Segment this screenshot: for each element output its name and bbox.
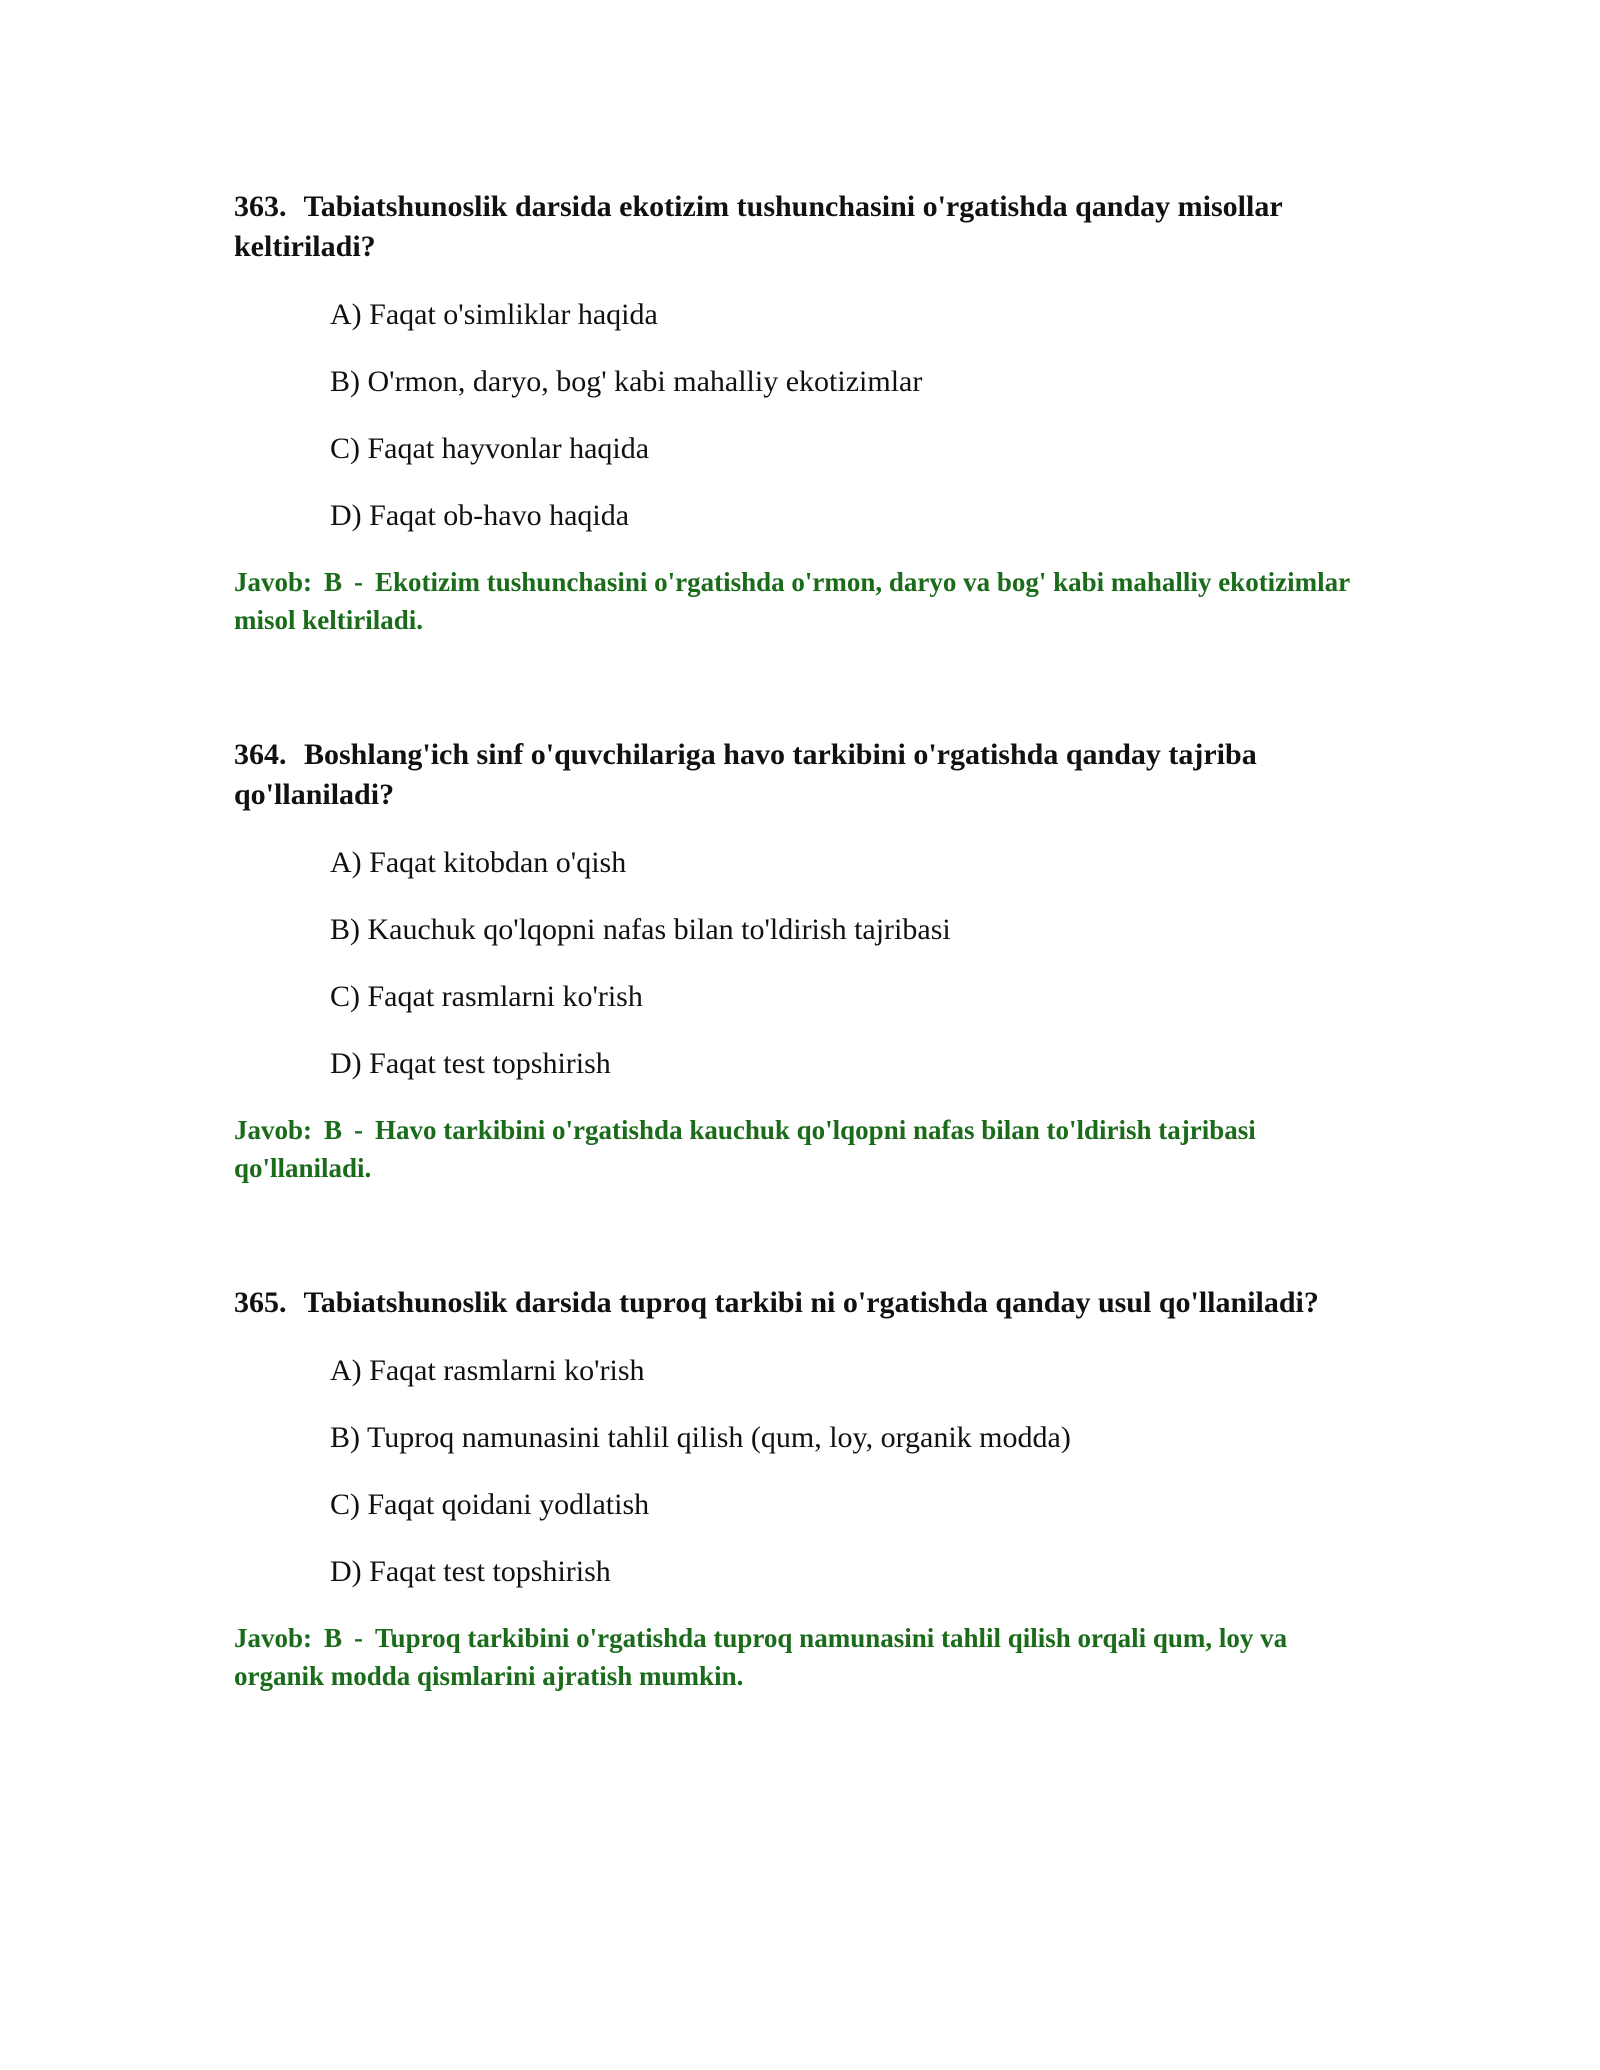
- answer-label: Javob:: [234, 567, 313, 597]
- answer-letter: B: [324, 1623, 343, 1653]
- answer-explanation: [234, 1619, 1364, 1695]
- option-d: D) Faqat test topshirish: [330, 1047, 611, 1080]
- answer-text: Ekotizim tushunchasini o'rgatishda o'rmon, daryo va bog' kabi mahalliy ekotizimlar misol keltiriladi.: [234, 567, 1350, 635]
- options-list: [330, 295, 1364, 563]
- question-text: Tabiatshunoslik darsida tuproq tarkibi ni o'rgatishda qanday usul qo'llaniladi?: [303, 1286, 1319, 1319]
- option-b: B) Tuproq namunasini tahlil qilish (qum, loy, organik modda): [330, 1421, 1071, 1454]
- answer-text: Tuproq tarkibini o'rgatishda tuproq namunasini tahlil qilish orqali qum, loy va organik modda qismlarini ajratish mumkin.: [234, 1623, 1288, 1691]
- options-list: [330, 1351, 1364, 1619]
- question-number: 364.: [234, 738, 287, 771]
- question-text: Boshlang'ich sinf o'quvchilariga havo tarkibini o'rgatishda qanday tajriba qo'llaniladi?: [234, 738, 1257, 811]
- answer-label: Javob:: [234, 1623, 313, 1653]
- question-number: 365.: [234, 1286, 287, 1319]
- option-d: D) Faqat test topshirish: [330, 1555, 611, 1588]
- question-heading: [234, 187, 1364, 267]
- option-a: A) Faqat rasmlarni ko'rish: [330, 1354, 645, 1387]
- question-block: [234, 735, 1364, 1187]
- answer-explanation: [234, 563, 1364, 639]
- answer-label: Javob:: [234, 1115, 313, 1145]
- option-a: A) Faqat kitobdan o'qish: [330, 846, 627, 879]
- answer-letter: B: [324, 567, 343, 597]
- options-list: [330, 843, 1364, 1111]
- question-text: Tabiatshunoslik darsida ekotizim tushunchasini o'rgatishda qanday misollar keltiriladi?: [234, 190, 1283, 263]
- option-d: D) Faqat ob-havo haqida: [330, 499, 630, 532]
- option-b: B) Kauchuk qo'lqopni nafas bilan to'ldirish tajribasi: [330, 913, 951, 946]
- answer-dash: -: [354, 1115, 364, 1145]
- option-b: B) O'rmon, daryo, bog' kabi mahalliy ekotizimlar: [330, 365, 923, 398]
- question-block: [234, 187, 1364, 639]
- option-c: C) Faqat qoidani yodlatish: [330, 1488, 650, 1521]
- answer-explanation: [234, 1111, 1364, 1187]
- answer-letter: B: [324, 1115, 343, 1145]
- question-heading: [234, 735, 1364, 815]
- question-heading: [234, 1283, 1364, 1323]
- answer-text: Havo tarkibini o'rgatishda kauchuk qo'lqopni nafas bilan to'ldirish tajribasi qo'llaniladi.: [234, 1115, 1256, 1183]
- option-c: C) Faqat hayvonlar haqida: [330, 432, 650, 465]
- answer-dash: -: [354, 1623, 364, 1653]
- question-block: [234, 1283, 1364, 1695]
- option-a: A) Faqat o'simliklar haqida: [330, 298, 658, 331]
- option-c: C) Faqat rasmlarni ko'rish: [330, 980, 643, 1013]
- answer-dash: -: [354, 567, 364, 597]
- question-number: 363.: [234, 190, 287, 223]
